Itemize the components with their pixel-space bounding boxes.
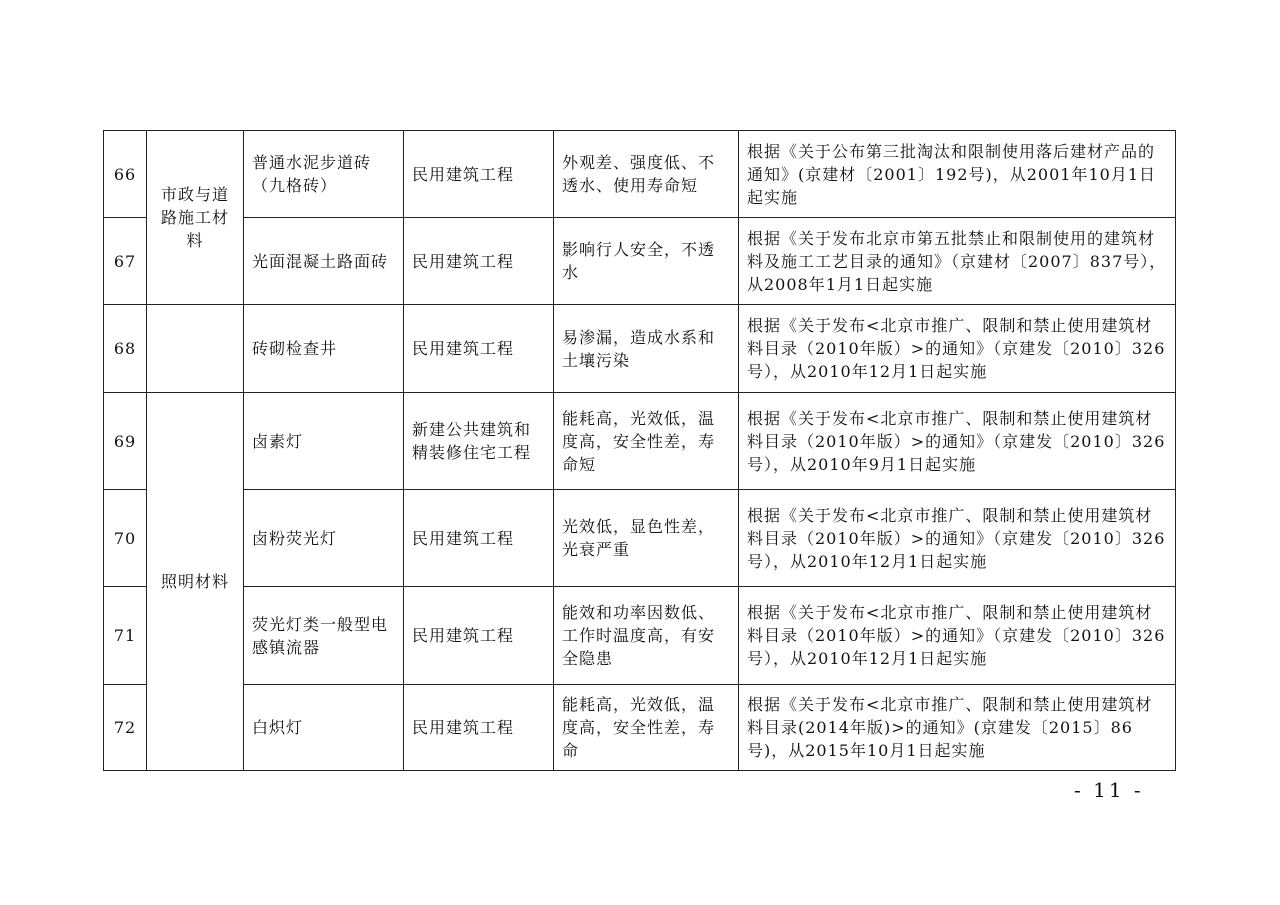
basis-cell: 根据《关于发布<北京市推广、限制和禁止使用建筑材料目录（2010年版）>的通知》（京建发〔2010〕326号），从2010年12月1日起实施 <box>739 305 1176 393</box>
materials-table <box>103 130 1176 771</box>
reason-cell: 光效低，显色性差，光衰严重 <box>554 490 739 587</box>
row-number: 69 <box>104 393 147 490</box>
category-cell: 市政与道路施工材料 <box>147 131 244 305</box>
table-row <box>104 393 1176 490</box>
scope-cell: 民用建筑工程 <box>404 218 554 305</box>
basis-cell: 根据《关于公布第三批淘汰和限制使用落后建材产品的通知》(京建材〔2001〕192号)，从2001年10月1日起实施 <box>739 131 1176 218</box>
reason-cell: 能效和功率因数低、工作时温度高，有安全隐患 <box>554 587 739 685</box>
row-number: 71 <box>104 587 147 685</box>
material-name: 卤粉荧光灯 <box>244 490 404 587</box>
material-name: 白炽灯 <box>244 685 404 771</box>
scope-cell: 民用建筑工程 <box>404 490 554 587</box>
scope-cell: 新建公共建筑和精装修住宅工程 <box>404 393 554 490</box>
basis-cell: 根据《关于发布<北京市推广、限制和禁止使用建筑材料目录（2010年版）>的通知》（京建发〔2010〕326号），从2010年9月1日起实施 <box>739 393 1176 490</box>
material-name: 荧光灯类一般型电感镇流器 <box>244 587 404 685</box>
category-cell-empty <box>147 305 244 393</box>
scope-cell: 民用建筑工程 <box>404 305 554 393</box>
material-name: 卤素灯 <box>244 393 404 490</box>
basis-cell: 根据《关于发布<北京市推广、限制和禁止使用建筑材料目录（2010年版）>的通知》（京建发〔2010〕326号），从2010年12月1日起实施 <box>739 587 1176 685</box>
material-name: 光面混凝土路面砖 <box>244 218 404 305</box>
row-number: 67 <box>104 218 147 305</box>
page-number: - 11 - <box>1074 778 1144 802</box>
reason-cell: 外观差、强度低、不透水、使用寿命短 <box>554 131 739 218</box>
table-row <box>104 131 1176 218</box>
row-number: 68 <box>104 305 147 393</box>
basis-cell: 根据《关于发布<北京市推广、限制和禁止使用建筑材料目录（2010年版）>的通知》（京建发〔2010〕326号），从2010年12月1日起实施 <box>739 490 1176 587</box>
table-row <box>104 587 1176 685</box>
row-number: 72 <box>104 685 147 771</box>
basis-cell: 根据《关于发布<北京市推广、限制和禁止使用建筑材料目录(2014年版)>的通知》(京建发〔2015〕86号)，从2015年10月1日起实施 <box>739 685 1176 771</box>
material-name: 砖砌检查井 <box>244 305 404 393</box>
category-cell: 照明材料 <box>147 393 244 771</box>
table-row <box>104 490 1176 587</box>
row-number: 70 <box>104 490 147 587</box>
reason-cell: 能耗高，光效低，温度高，安全性差，寿命短 <box>554 393 739 490</box>
basis-cell: 根据《关于发布北京市第五批禁止和限制使用的建筑材料及施工工艺目录的通知》（京建材〔2007〕837号），从2008年1月1日起实施 <box>739 218 1176 305</box>
table-row <box>104 218 1176 305</box>
reason-cell: 能耗高，光效低，温度高，安全性差，寿命 <box>554 685 739 771</box>
scope-cell: 民用建筑工程 <box>404 587 554 685</box>
table-row <box>104 305 1176 393</box>
table-row <box>104 685 1176 771</box>
material-name: 普通水泥步道砖（九格砖） <box>244 131 404 218</box>
row-number: 66 <box>104 131 147 218</box>
reason-cell: 影响行人安全，不透水 <box>554 218 739 305</box>
reason-cell: 易渗漏，造成水系和土壤污染 <box>554 305 739 393</box>
scope-cell: 民用建筑工程 <box>404 131 554 218</box>
scope-cell: 民用建筑工程 <box>404 685 554 771</box>
